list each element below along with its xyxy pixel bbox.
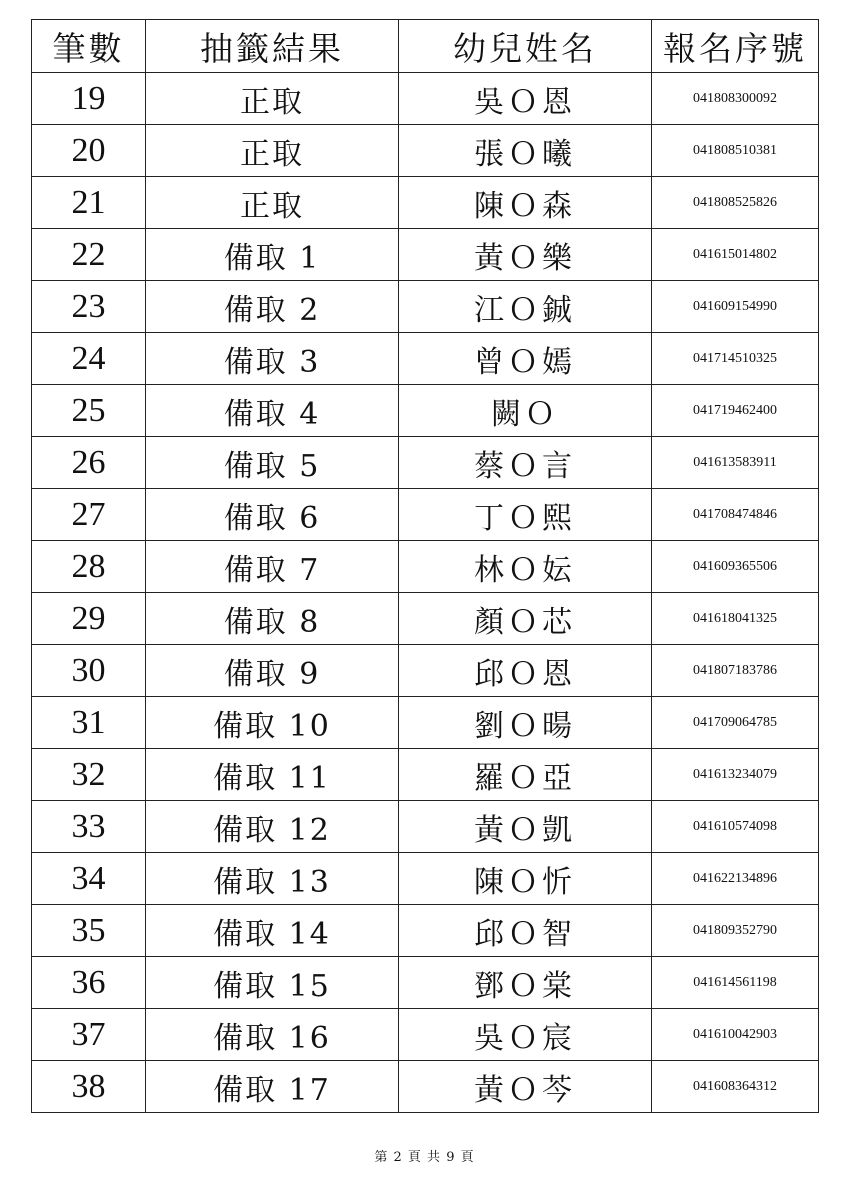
row-count-cell: 32 [32, 749, 146, 801]
row-result-cell: 備取 4 [146, 385, 399, 437]
row-count-cell: 28 [32, 541, 146, 593]
row-count-cell: 21 [32, 177, 146, 229]
header-result: 抽籤結果 [146, 20, 399, 73]
row-result-cell: 備取 6 [146, 489, 399, 541]
table-header [32, 20, 819, 73]
row-registration-number-cell: 041719462400 [652, 385, 819, 437]
row-child-name-cell: 羅Ｏ亞 [399, 749, 652, 801]
row-child-name-cell: 顏Ｏ芯 [399, 593, 652, 645]
row-result-cell: 備取 2 [146, 281, 399, 333]
table-row [32, 385, 819, 437]
row-result-cell: 備取 17 [146, 1061, 399, 1113]
row-result-cell: 備取 7 [146, 541, 399, 593]
row-result-cell: 正取 [146, 177, 399, 229]
row-child-name-cell: 黃Ｏ樂 [399, 229, 652, 281]
row-registration-number-cell: 041614561198 [652, 957, 819, 1009]
table-row [32, 541, 819, 593]
row-registration-number-cell: 041609365506 [652, 541, 819, 593]
row-registration-number-cell: 041808300092 [652, 73, 819, 125]
table-row [32, 73, 819, 125]
row-count-cell: 20 [32, 125, 146, 177]
table-row [32, 801, 819, 853]
row-registration-number-cell: 041808510381 [652, 125, 819, 177]
row-child-name-cell: 蔡Ｏ言 [399, 437, 652, 489]
row-child-name-cell: 鄧Ｏ棠 [399, 957, 652, 1009]
row-result-cell: 備取 8 [146, 593, 399, 645]
table-row [32, 1009, 819, 1061]
row-count-cell: 25 [32, 385, 146, 437]
row-count-cell: 22 [32, 229, 146, 281]
row-registration-number-cell: 041709064785 [652, 697, 819, 749]
row-count-cell: 27 [32, 489, 146, 541]
row-result-cell: 備取 5 [146, 437, 399, 489]
header-child-name: 幼兒姓名 [399, 20, 652, 73]
row-count-cell: 33 [32, 801, 146, 853]
table-row [32, 177, 819, 229]
row-count-cell: 19 [32, 73, 146, 125]
row-result-cell: 備取 10 [146, 697, 399, 749]
row-child-name-cell: 黃Ｏ芩 [399, 1061, 652, 1113]
row-count-cell: 23 [32, 281, 146, 333]
row-child-name-cell: 邱Ｏ智 [399, 905, 652, 957]
row-result-cell: 正取 [146, 73, 399, 125]
row-child-name-cell: 丁Ｏ熙 [399, 489, 652, 541]
table-row [32, 1061, 819, 1113]
table-row [32, 905, 819, 957]
row-registration-number-cell: 041618041325 [652, 593, 819, 645]
row-registration-number-cell: 041622134896 [652, 853, 819, 905]
row-count-cell: 29 [32, 593, 146, 645]
table-row [32, 437, 819, 489]
row-result-cell: 備取 16 [146, 1009, 399, 1061]
row-result-cell: 正取 [146, 125, 399, 177]
row-result-cell: 備取 1 [146, 229, 399, 281]
row-registration-number-cell: 041613583911 [652, 437, 819, 489]
table-row [32, 853, 819, 905]
row-registration-number-cell: 041609154990 [652, 281, 819, 333]
row-result-cell: 備取 11 [146, 749, 399, 801]
table-row [32, 333, 819, 385]
header-count: 筆數 [32, 20, 146, 73]
row-registration-number-cell: 041610574098 [652, 801, 819, 853]
row-count-cell: 36 [32, 957, 146, 1009]
table-body [32, 73, 819, 1113]
table-row [32, 749, 819, 801]
row-result-cell: 備取 14 [146, 905, 399, 957]
row-child-name-cell: 闕Ｏ [399, 385, 652, 437]
row-registration-number-cell: 041809352790 [652, 905, 819, 957]
row-child-name-cell: 陳Ｏ森 [399, 177, 652, 229]
table-row [32, 645, 819, 697]
row-child-name-cell: 邱Ｏ恩 [399, 645, 652, 697]
row-child-name-cell: 張Ｏ曦 [399, 125, 652, 177]
row-result-cell: 備取 9 [146, 645, 399, 697]
row-child-name-cell: 江Ｏ鋮 [399, 281, 652, 333]
row-child-name-cell: 曾Ｏ嫣 [399, 333, 652, 385]
row-registration-number-cell: 041610042903 [652, 1009, 819, 1061]
header-row [32, 20, 819, 73]
row-child-name-cell: 吳Ｏ恩 [399, 73, 652, 125]
row-count-cell: 31 [32, 697, 146, 749]
page-footer: 第 2 頁 共 9 頁 [374, 1150, 475, 1165]
row-child-name-cell: 黃Ｏ凱 [399, 801, 652, 853]
row-count-cell: 24 [32, 333, 146, 385]
row-count-cell: 38 [32, 1061, 146, 1113]
row-registration-number-cell: 041608364312 [652, 1061, 819, 1113]
row-count-cell: 34 [32, 853, 146, 905]
row-registration-number-cell: 041615014802 [652, 229, 819, 281]
table-row [32, 697, 819, 749]
table-row [32, 489, 819, 541]
table-row [32, 229, 819, 281]
row-registration-number-cell: 041613234079 [652, 749, 819, 801]
row-result-cell: 備取 13 [146, 853, 399, 905]
row-child-name-cell: 劉Ｏ暘 [399, 697, 652, 749]
row-registration-number-cell: 041808525826 [652, 177, 819, 229]
row-count-cell: 30 [32, 645, 146, 697]
lottery-result-table [31, 19, 819, 1113]
row-count-cell: 26 [32, 437, 146, 489]
row-result-cell: 備取 12 [146, 801, 399, 853]
header-registration-number: 報名序號 [652, 20, 819, 73]
table-row [32, 593, 819, 645]
row-result-cell: 備取 3 [146, 333, 399, 385]
table-row [32, 281, 819, 333]
table-row [32, 957, 819, 1009]
row-child-name-cell: 陳Ｏ忻 [399, 853, 652, 905]
row-registration-number-cell: 041714510325 [652, 333, 819, 385]
row-result-cell: 備取 15 [146, 957, 399, 1009]
table-row [32, 125, 819, 177]
row-child-name-cell: 吳Ｏ宸 [399, 1009, 652, 1061]
row-child-name-cell: 林Ｏ妘 [399, 541, 652, 593]
row-registration-number-cell: 041708474846 [652, 489, 819, 541]
row-count-cell: 35 [32, 905, 146, 957]
row-count-cell: 37 [32, 1009, 146, 1061]
row-registration-number-cell: 041807183786 [652, 645, 819, 697]
